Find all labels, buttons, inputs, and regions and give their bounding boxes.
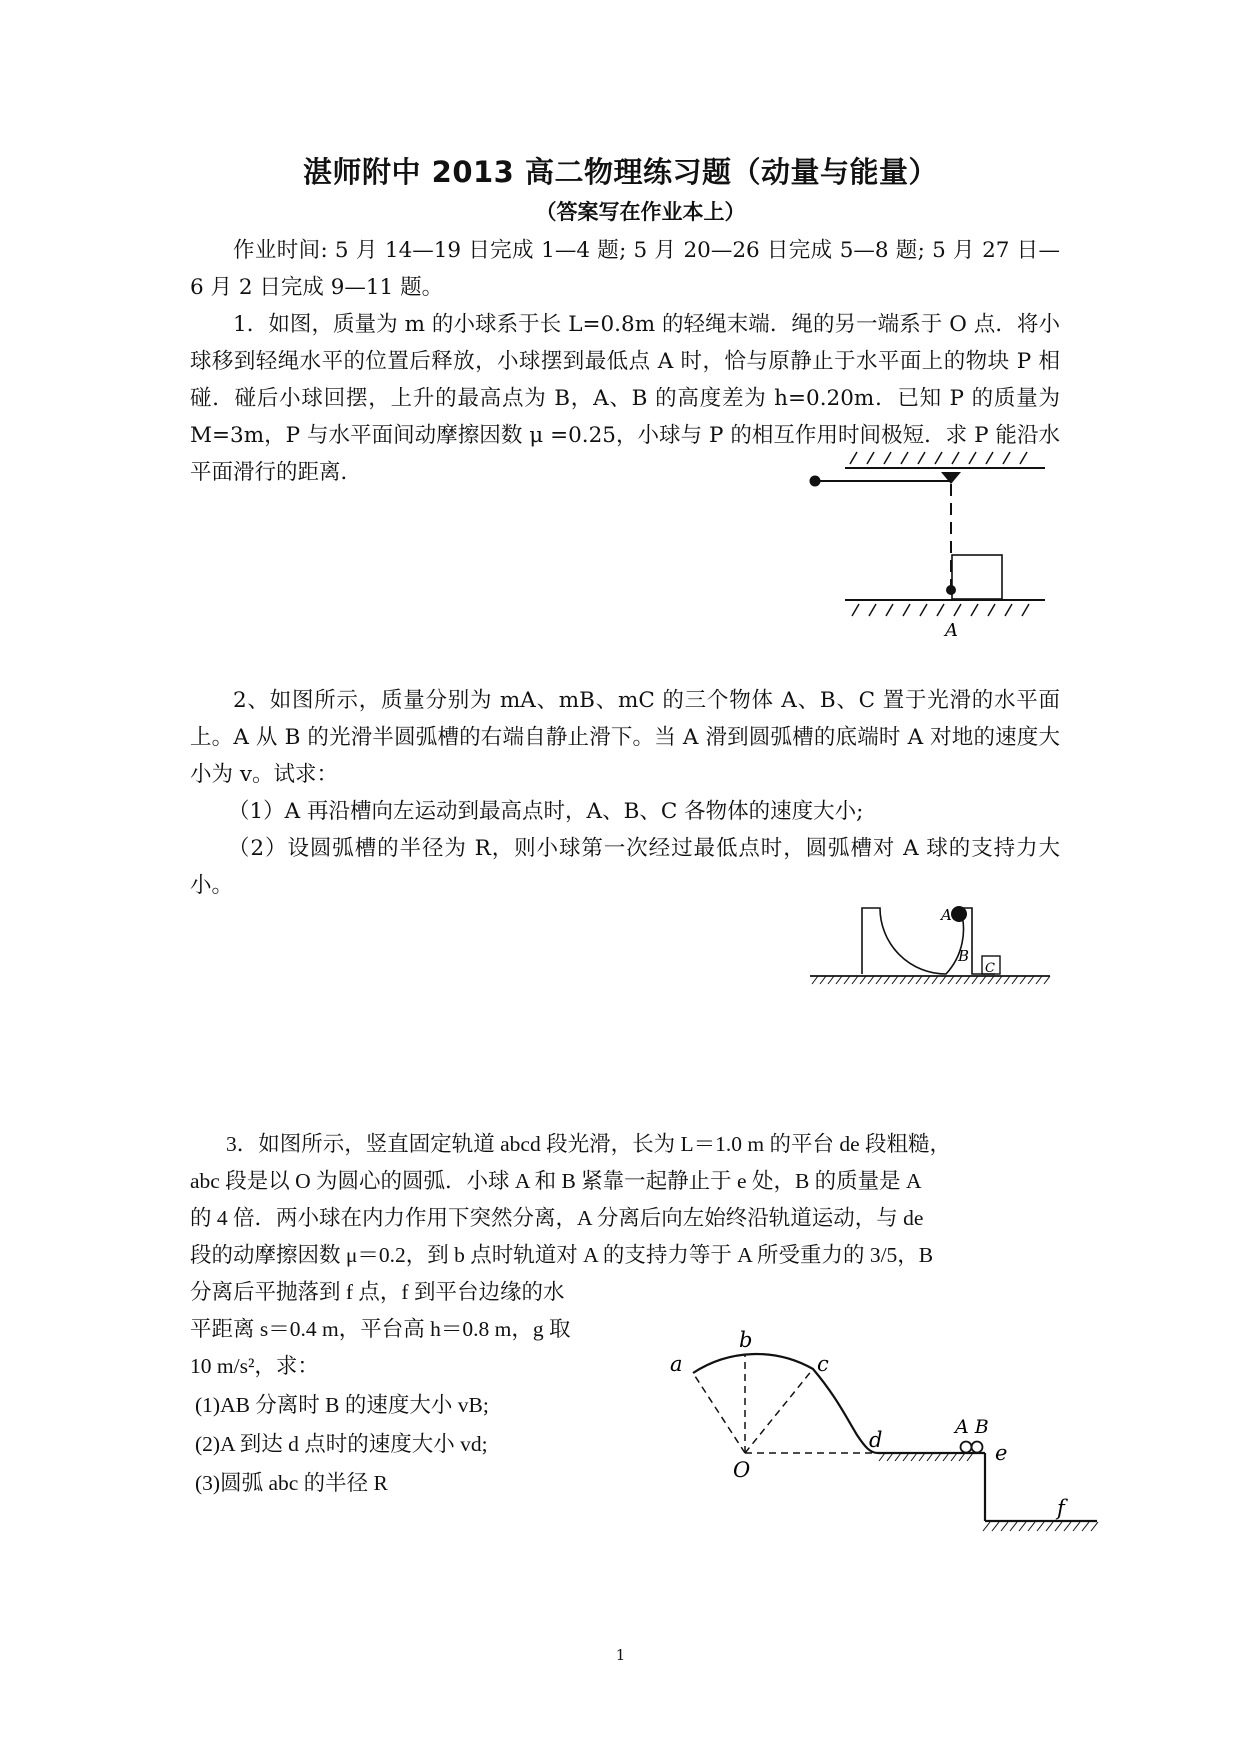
platform-hatch bbox=[879, 1453, 973, 1461]
schedule-paragraph: 作业时间: 5 月 14—19 日完成 1—4 题; 5 月 20—26 日完成 5—8 题; 5 月 27 日—6 月 2 日完成 9—11 题。 bbox=[190, 238, 1060, 300]
label-c: C bbox=[985, 961, 995, 976]
question-2-figure bbox=[800, 890, 1060, 995]
label-a: A bbox=[941, 906, 952, 924]
label-e: e bbox=[995, 1441, 1008, 1465]
document-title: 湛师附中 2013 高二物理练习题（动量与能量） bbox=[303, 155, 938, 189]
label-c: c bbox=[817, 1352, 829, 1376]
page-number: 1 bbox=[615, 1646, 626, 1664]
question-3-sub3: (3)圆弧 abc 的半径 R bbox=[195, 1471, 388, 1495]
question-2-sub1: （1）A 再沿槽向左运动到最高点时，A、B、C 各物体的速度大小; bbox=[228, 799, 864, 824]
question-3-line-4: 段的动摩擦因数 μ＝0.2，到 b 点时轨道对 A 的支持力等于 A 所受重力的 3/5，B bbox=[190, 1243, 934, 1267]
label-f: f bbox=[1057, 1496, 1065, 1520]
label-o: O bbox=[733, 1458, 751, 1482]
radius-lines bbox=[693, 1355, 878, 1453]
document-subtitle: （答案写在作业本上） bbox=[535, 200, 746, 224]
ball-b bbox=[972, 1442, 983, 1453]
trough-b bbox=[862, 908, 995, 974]
question-3-sub1: (1)AB 分离时 B 的速度大小 vB; bbox=[195, 1393, 489, 1417]
label-ab: A B bbox=[955, 1416, 989, 1438]
label-b: b bbox=[739, 1328, 753, 1352]
lower-ground-hatch bbox=[983, 1522, 1098, 1531]
label-d: d bbox=[869, 1428, 883, 1452]
question-1-figure bbox=[805, 440, 1065, 645]
floor-hatch bbox=[852, 604, 1029, 616]
ball-a bbox=[961, 1442, 972, 1453]
question-3-line-2: abc 段是以 O 为圆心的圆弧．小球 A 和 B 紧靠一起静止于 e 处，B 的质量是 A bbox=[190, 1169, 922, 1193]
pivot-o bbox=[941, 472, 961, 484]
ground-hatch bbox=[812, 976, 1050, 984]
question-3-sub2: (2)A 到达 d 点时的速度大小 vd; bbox=[195, 1432, 488, 1456]
ceiling-hatch bbox=[850, 452, 1027, 464]
question-3-line-1: 3．如图所示，竖直固定轨道 abcd 段光滑，长为 L＝1.0 m 的平台 de 段粗糙， bbox=[226, 1132, 951, 1156]
question-3-line-6: 平距离 s＝0.4 m，平台高 h＝0.8 m，g 取 bbox=[190, 1317, 571, 1341]
question-3-line-3: 的 4 倍．两小球在内力作用下突然分离，A 分离后向左始终沿轨道运动，与 de bbox=[190, 1206, 924, 1230]
label-a: a bbox=[670, 1352, 683, 1376]
ball-start bbox=[810, 476, 821, 487]
question-2-sub2: （2）设圆弧槽的半径为 R，则小球第一次经过最低点时，圆弧槽对 A 球的支持力大小。 bbox=[190, 836, 1060, 898]
block-p bbox=[952, 555, 1002, 599]
label-b: B bbox=[958, 947, 970, 965]
question-3-figure bbox=[665, 1325, 1105, 1540]
label-a: A bbox=[945, 620, 958, 641]
question-1-text: 1．如图，质量为 m 的小球系于长 L=0.8m 的轻绳末端．绳的另一端系于 O 点．将小球移到轻绳水平的位置后释放，小球摆到最低点 A 时，恰与原静止于水平面上的物块 P 相碰．碰后小球回摆，上升的最高点为 B，A、B 的高度差为 h=0.20m．已知 P 的质量为 M=3m，P 与水平面间动摩擦因数 μ =0.25，小球与 P 的相互作用时间极短．求 P 能沿水平面滑行的距离． bbox=[190, 312, 1060, 485]
question-2-text: 2、如图所示，质量分别为 mA、mB、mC 的三个物体 A、B、C 置于光滑的水平面上。A 从 B 的光滑半圆弧槽的右端自静止滑下。当 A 滑到圆弧槽的底端时 A 对地的速度大小为 v。试求： bbox=[190, 688, 1060, 787]
ball-a bbox=[951, 906, 967, 922]
question-3-line-5: 分离后平抛落到 f 点，f 到平台边缘的水 bbox=[190, 1280, 565, 1304]
question-3-line-7: 10 m/s²，求： bbox=[190, 1354, 319, 1378]
ball-a bbox=[946, 585, 956, 595]
